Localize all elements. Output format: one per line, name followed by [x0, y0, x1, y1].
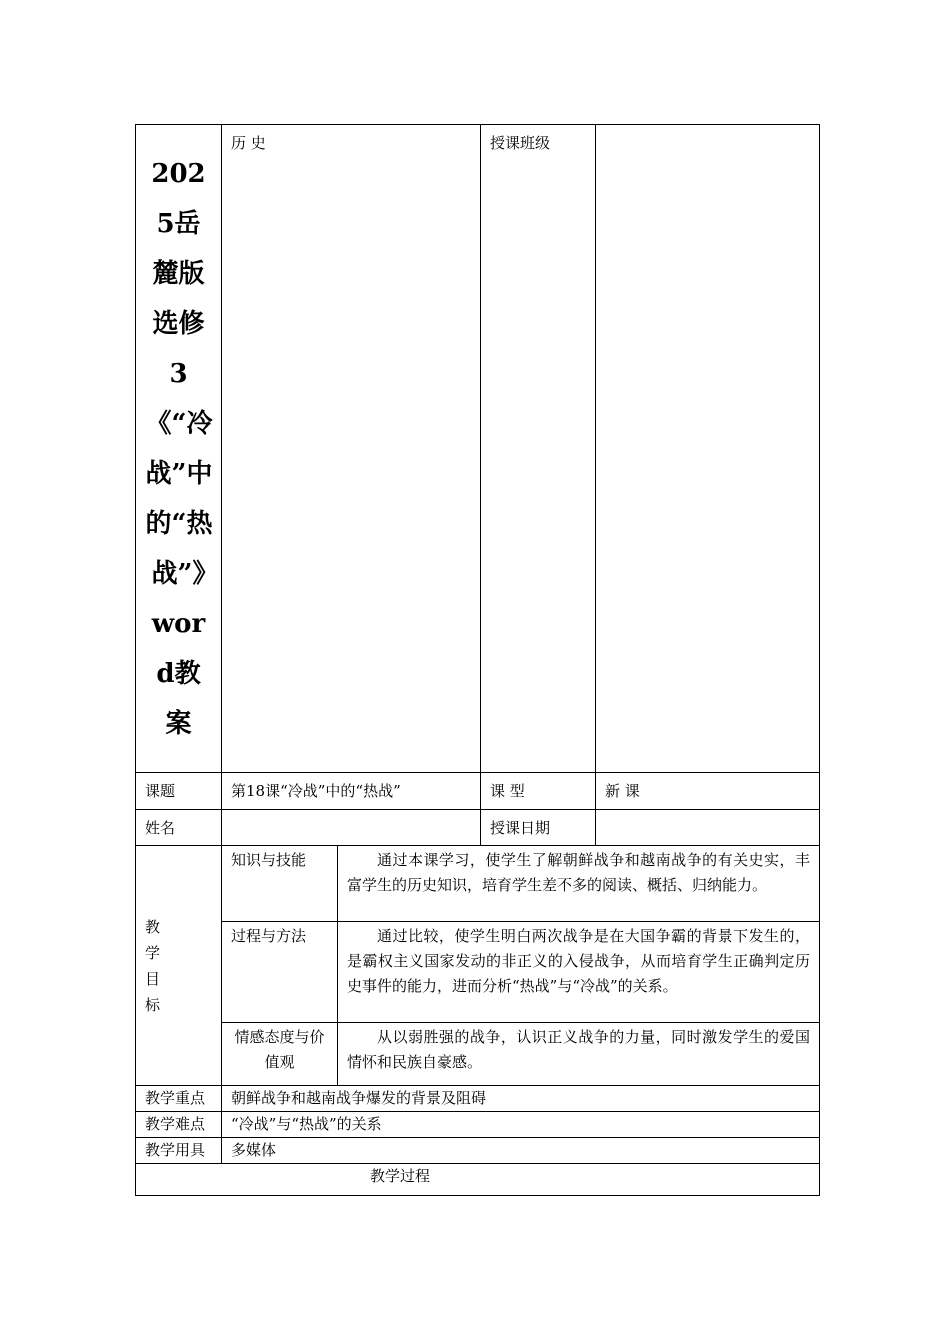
key-point-cell: [222, 1086, 820, 1112]
name-value-cell: [222, 810, 481, 846]
goal-text-cell: [338, 922, 820, 1023]
tools-cell: [222, 1138, 820, 1164]
topic-row: [136, 773, 820, 810]
date-value-cell: [596, 810, 820, 846]
goal-label-cell: [222, 846, 338, 922]
class-label: 授课班级: [490, 134, 551, 152]
topic-label-cell: [136, 773, 222, 810]
key-point-label: 教学重点: [145, 1089, 206, 1107]
document-title-cell: [136, 125, 222, 773]
goal-label: 情感态度与价值观: [234, 1028, 325, 1071]
name-label-cell: [136, 810, 222, 846]
goal-label-cell: [222, 1023, 338, 1086]
goals-label-cell: [136, 846, 222, 1086]
goal-row-knowledge: [136, 846, 820, 922]
key-point-label-cell: [136, 1086, 222, 1112]
tools-row: [136, 1138, 820, 1164]
subject-value: 历 史: [231, 134, 266, 152]
class-value-cell: [596, 125, 820, 773]
name-label: 姓名: [145, 819, 176, 837]
tools-label-cell: [136, 1138, 222, 1164]
difficulty-label: 教学难点: [145, 1115, 206, 1133]
goals-label-char: 目: [145, 969, 161, 988]
topic-label: 课题: [145, 782, 176, 800]
tools-label: 教学用具: [145, 1141, 206, 1159]
name-row: [136, 810, 820, 846]
goal-label-cell: [222, 922, 338, 1023]
type-value: 新 课: [605, 782, 640, 800]
goal-text: 通过比较，使学生明白两次战争是在大国争霸的背景下发生的，是霸权主义国家发动的非正义的入侵战争，从而培育学生正确判定历史事件的能力，进而分析“热战”与“冷战”的关系。: [347, 927, 810, 995]
process-row: [136, 1164, 820, 1196]
tools-value: 多媒体: [231, 1141, 277, 1159]
difficulty-value: “冷战”与“热战”的关系: [231, 1115, 382, 1133]
process-cell: [136, 1164, 820, 1196]
header-row: [136, 125, 820, 773]
goals-label-char: 标: [145, 995, 161, 1014]
subject-cell: [222, 125, 481, 773]
type-value-cell: [596, 773, 820, 810]
lesson-plan-table: [135, 124, 820, 1196]
difficulty-label-cell: [136, 1112, 222, 1138]
goal-text-cell: [338, 1023, 820, 1086]
document-title: 2025岳麓版选修3《“冷战”中的“热战”》word教案: [145, 158, 213, 739]
date-label: 授课日期: [490, 819, 551, 837]
difficulty-row: [136, 1112, 820, 1138]
date-label-cell: [481, 810, 596, 846]
goals-label-char: 教: [145, 917, 161, 936]
topic-value: 第18课“冷战”中的“热战”: [231, 782, 401, 800]
goal-row-emotion: [136, 1023, 820, 1086]
type-label-cell: [481, 773, 596, 810]
class-label-cell: [481, 125, 596, 773]
goal-label: 知识与技能: [231, 851, 307, 869]
key-point-row: [136, 1086, 820, 1112]
goal-label: 过程与方法: [231, 927, 307, 945]
type-label: 课 型: [490, 782, 525, 800]
key-point-value: 朝鲜战争和越南战争爆发的背景及阻碍: [231, 1089, 487, 1107]
goal-text: 从以弱胜强的战争，认识正义战争的力量，同时激发学生的爱国情怀和民族自豪感。: [347, 1028, 810, 1071]
goal-row-process: [136, 922, 820, 1023]
topic-value-cell: [222, 773, 481, 810]
lesson-plan-sheet: [135, 124, 819, 1194]
process-label: 教学过程: [370, 1167, 431, 1185]
goal-text: 通过本课学习，使学生了解朝鲜战争和越南战争的有关史实，丰富学生的历史知识，培育学生差不多的阅读、概括、归纳能力。: [347, 851, 810, 894]
goals-label-char: 学: [145, 943, 161, 962]
goal-text-cell: [338, 846, 820, 922]
difficulty-cell: [222, 1112, 820, 1138]
